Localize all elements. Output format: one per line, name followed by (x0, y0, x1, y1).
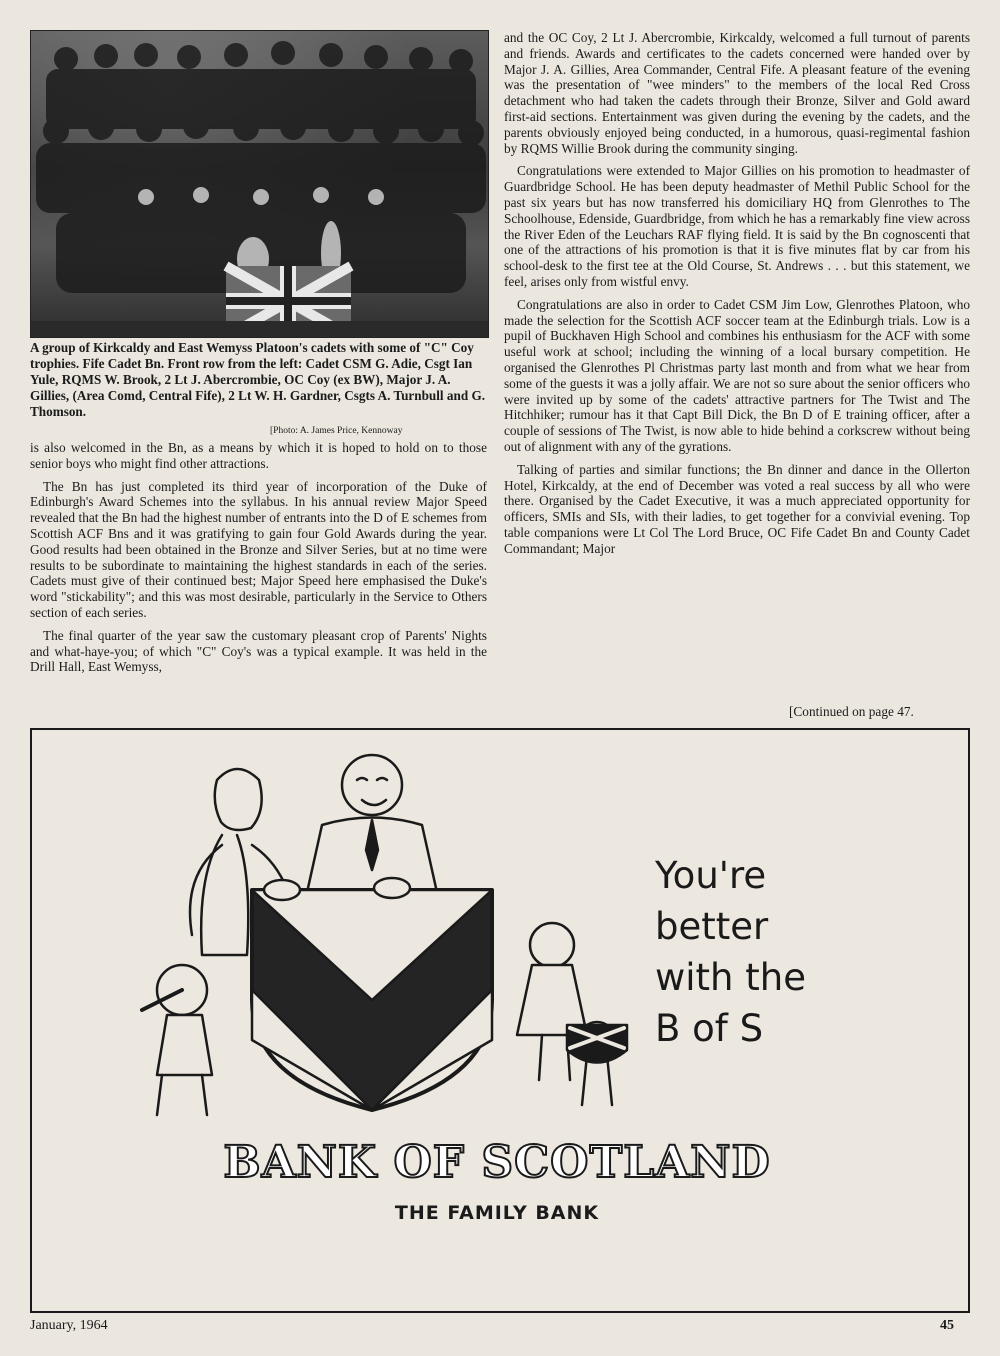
slogan-line: B of S (655, 1007, 764, 1050)
platoon-photo (30, 30, 489, 338)
bank-advertisement (30, 728, 970, 1313)
article-left-column (30, 440, 487, 682)
article-paragraph: Talking of parties and similar functions; the Bn dinner and dance in the Ollerton Hotel, Kirkcaldy, at the end of December was voted a real success by all who were there. Organised by the Cadet Executive, it was a much appreciated opportunity for officers, SMIs and SIs, with their ladies, to get together for a convivial evening. Top table companions were Lt Col The Lord Bruce, OC Fife Cadet Bn and County Cadet Commandant; Major (504, 461, 970, 556)
article-paragraph: Congratulations are also in order to Cadet CSM Jim Low, Glenrothes Platoon, who made the selection for the Scottish ACF soccer team at the Edinburgh trials. Low is a pupil of Buckhaven High School and combines his enthusiasm for the ACF with some useful work at school; including the winning of a local bursary competition. He organised the Glenrothes Pl Christmas party last month and from what we hear from some of the guests it was a jolly affair. We are not so sure about the senior officers who were invited up by some of the cadets' attractive partners for The Twist and The Hitchhiker; rumour has it that Capt Bill Dick, the Bn D of E training officer, after a couple of sessions of The Twist, is now able to hide behind a corkscrew without being out of alignment with any of the gyrations. (504, 296, 970, 454)
slogan-line: You're (655, 854, 767, 897)
family-shield-illustration (72, 740, 652, 1120)
issue-date: January, 1964 (30, 1318, 108, 1333)
article-paragraph: The Bn has just completed its third year of incorporation of the Duke of Edinburgh's Award Schemes into the syllabus. In his annual review Major Speed revealed that the Bn had the highest number of entrants into the D of E schemes from Scottish ACF Bns and it was gratifying to gain four Gold Awards during the year. Good results had been obtained in the Bronze and Silver Series, but at no time were results to be subordinate to maintaining the highest standards in each of the series. Cadets must give of their continued best; Major Speed here emphasised the Duke's word "stickability"; and this was most desirable, particularly in the Service to Others section of each series. (30, 478, 487, 620)
photo-figures (31, 31, 488, 337)
article-paragraph: is also welcomed in the Bn, as a means by which it is hoped to hold on to those senior boys who might find other attractions. (30, 440, 487, 471)
slogan-line: with the (655, 956, 806, 999)
bank-tagline: THE FAMILY BANK (394, 1202, 600, 1224)
bank-name-logo: BANK OF SCOTLAND (223, 1137, 771, 1188)
continued-notice: [Continued on page 47. (789, 704, 914, 719)
article-right-column (504, 30, 970, 564)
page-number: 45 (940, 1318, 954, 1333)
article-paragraph: and the OC Coy, 2 Lt J. Abercrombie, Kirkcaldy, welcomed a full turnout of parents and friends. Awards and certificates to the cadets concerned were handed over by Major J. A. Gillies, Area Commander, Central Fife. A pleasant feature of the evening was the presentation of "wee minders" to the members of the local Red Cross detachment who had taken the cadets through their Bronze, Silver and Gold award first-aid sections. Entertainment was given during the evening by the cadets, and the parents obviously enjoyed being conducted, in a humorous, quasi-regimental fashion by RQMS Willie Brook during the community singing. (504, 30, 970, 156)
photo-caption: A group of Kirkcaldy and East Wemyss Platoon's cadets with some of "C" Coy trophies. Fife Cadet Bn. Front row from the left: Cadet CSM G. Adie, Csgt Ian Yule, RQMS W. Brook, 2 Lt J. Abercrombie, OC Coy (ex BW), Major J. A. Gillies, (Area Comd, Central Fife), 2 Lt W. H. Gardner, Csgts A. Turnbull and G. Thomson. (30, 340, 486, 419)
article-paragraph: Congratulations were extended to Major Gillies on his promotion to headmaster of Guardbridge School. He has been deputy headmaster of Methil Public School for the past six years but has now transferred his domiciliary HQ from Glenrothes to The Schoolhouse, Edenside, Guardbridge, from which he has a remarkably fine view across the River Eden of the Leuchars RAF flying field. It is said by the Bn cognoscenti that one of the attractions of his promotion is that it is five minutes flat by car from his school-desk to the first tee at the Old Course, St. Andrews . . . but this statement, we feel, arises only from wistful envy. (504, 163, 970, 289)
slogan-line: better (655, 905, 769, 948)
photo-credit: [Photo: A. James Price, Kennoway (270, 426, 403, 436)
article-paragraph: The final quarter of the year saw the customary pleasant crop of Parents' Nights and what-haye-you; of which "C" Coy's was a typical example. It was held in the Drill Hall, East Wemyss, (30, 627, 487, 675)
ad-slogan (655, 850, 955, 1054)
